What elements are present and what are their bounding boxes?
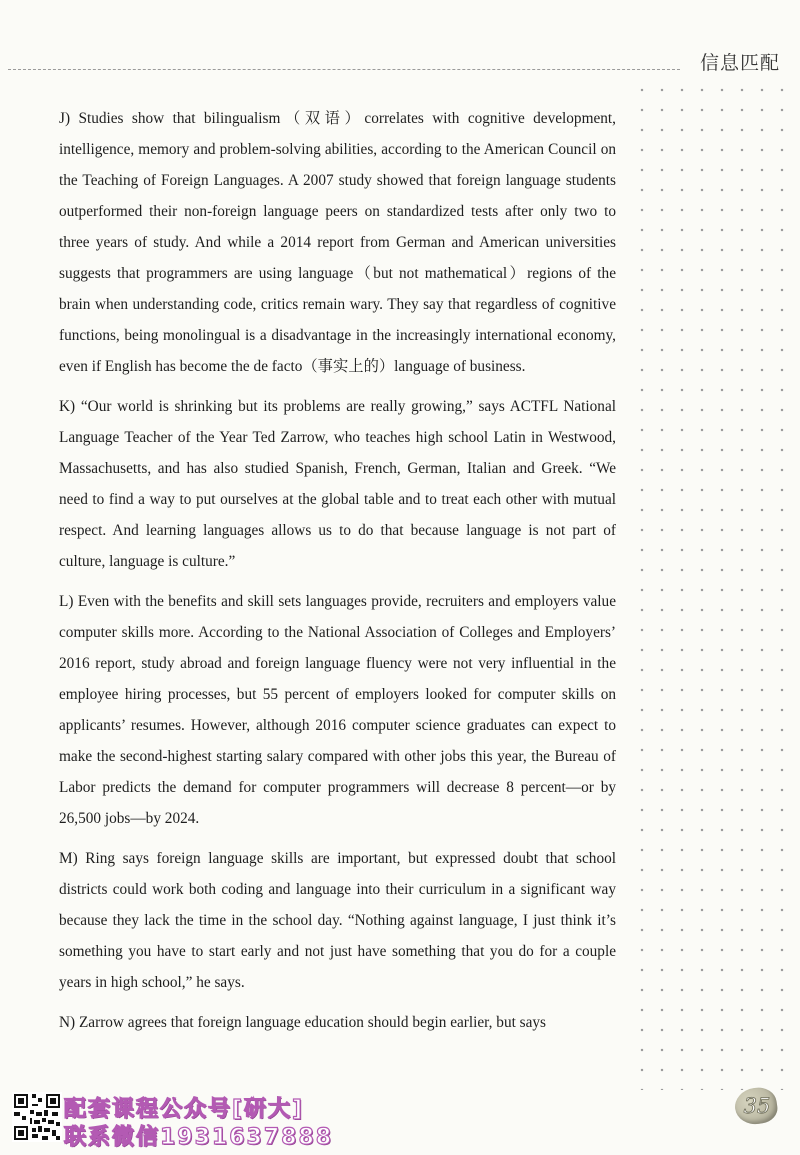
watermark-line-1: 配套课程公众号[研大] [64, 1097, 305, 1122]
paragraph-j: J) Studies show that bilingualism（双语）correlates with cognitive development, intelligence, memory and problem-solving abilities, according to the American Council on the Teaching of Foreign Languages. A 2007 study showed that foreign language students outperformed their non-foreign language peers on standardized tests after only two to three years of study. And while a 2014 report from German and American universities suggests that programmers are using language（but not mathematical）regions of the brain when understanding code, critics remain wary. They say that regardless of cognitive functions, being monolingual is a disadvantage in the increasingly international economy, even if English has become the de facto（事实上的）language of business. [59, 110, 616, 375]
watermark-line-2: 联系微信1931637888 [64, 1125, 334, 1150]
paragraph-n: N) Zarrow agrees that foreign language education should begin earlier, but says [59, 1014, 547, 1031]
dot-grid-notes [632, 80, 792, 1090]
paragraph-l: L) Even with the benefits and skill sets languages provide, recruiters and employers value computer skills more. According to the National Association of Colleges and Employers’ 2016 report, study abroad and foreign language fluency were not very influential in the employee hiring processes, but 55 percent of employers looked for computer skills on applicants’ resumes. However, although 2016 computer science graduates can expect to make the second-highest starting salary compared with other jobs this year, the Bureau of Labor predicts the demand for computer programmers will decrease 8 percent—or by 26,500 jobs—by 2024. [59, 593, 616, 827]
page-number: 35 [743, 1094, 771, 1118]
paragraph-m: M) Ring says foreign language skills are important, but expressed doubt that school districts could work both coding and language into their curriculum in a significant way because they lack the time in the school day. “Nothing against language, I just think it’s something you have to start early and not just have something that you do for a couple years in high school,” he says. [59, 850, 616, 991]
header-rule [8, 69, 680, 70]
qr-code-icon [12, 1092, 62, 1142]
section-title: 信息匹配 [700, 52, 781, 74]
article-body [59, 103, 616, 1047]
paragraph-k: K) “Our world is shrinking but its problems are really growing,” says ACTFL National Language Teacher of the Year Ted Zarrow, who teaches high school Latin in Westwood, Massachusetts, and has also studied Spanish, French, German, Italian and Greek. “We need to find a way to put ourselves at the global table and to treat each other with mutual respect. And learning languages allows us to do that because language is not part of culture, language is culture.” [59, 398, 616, 570]
